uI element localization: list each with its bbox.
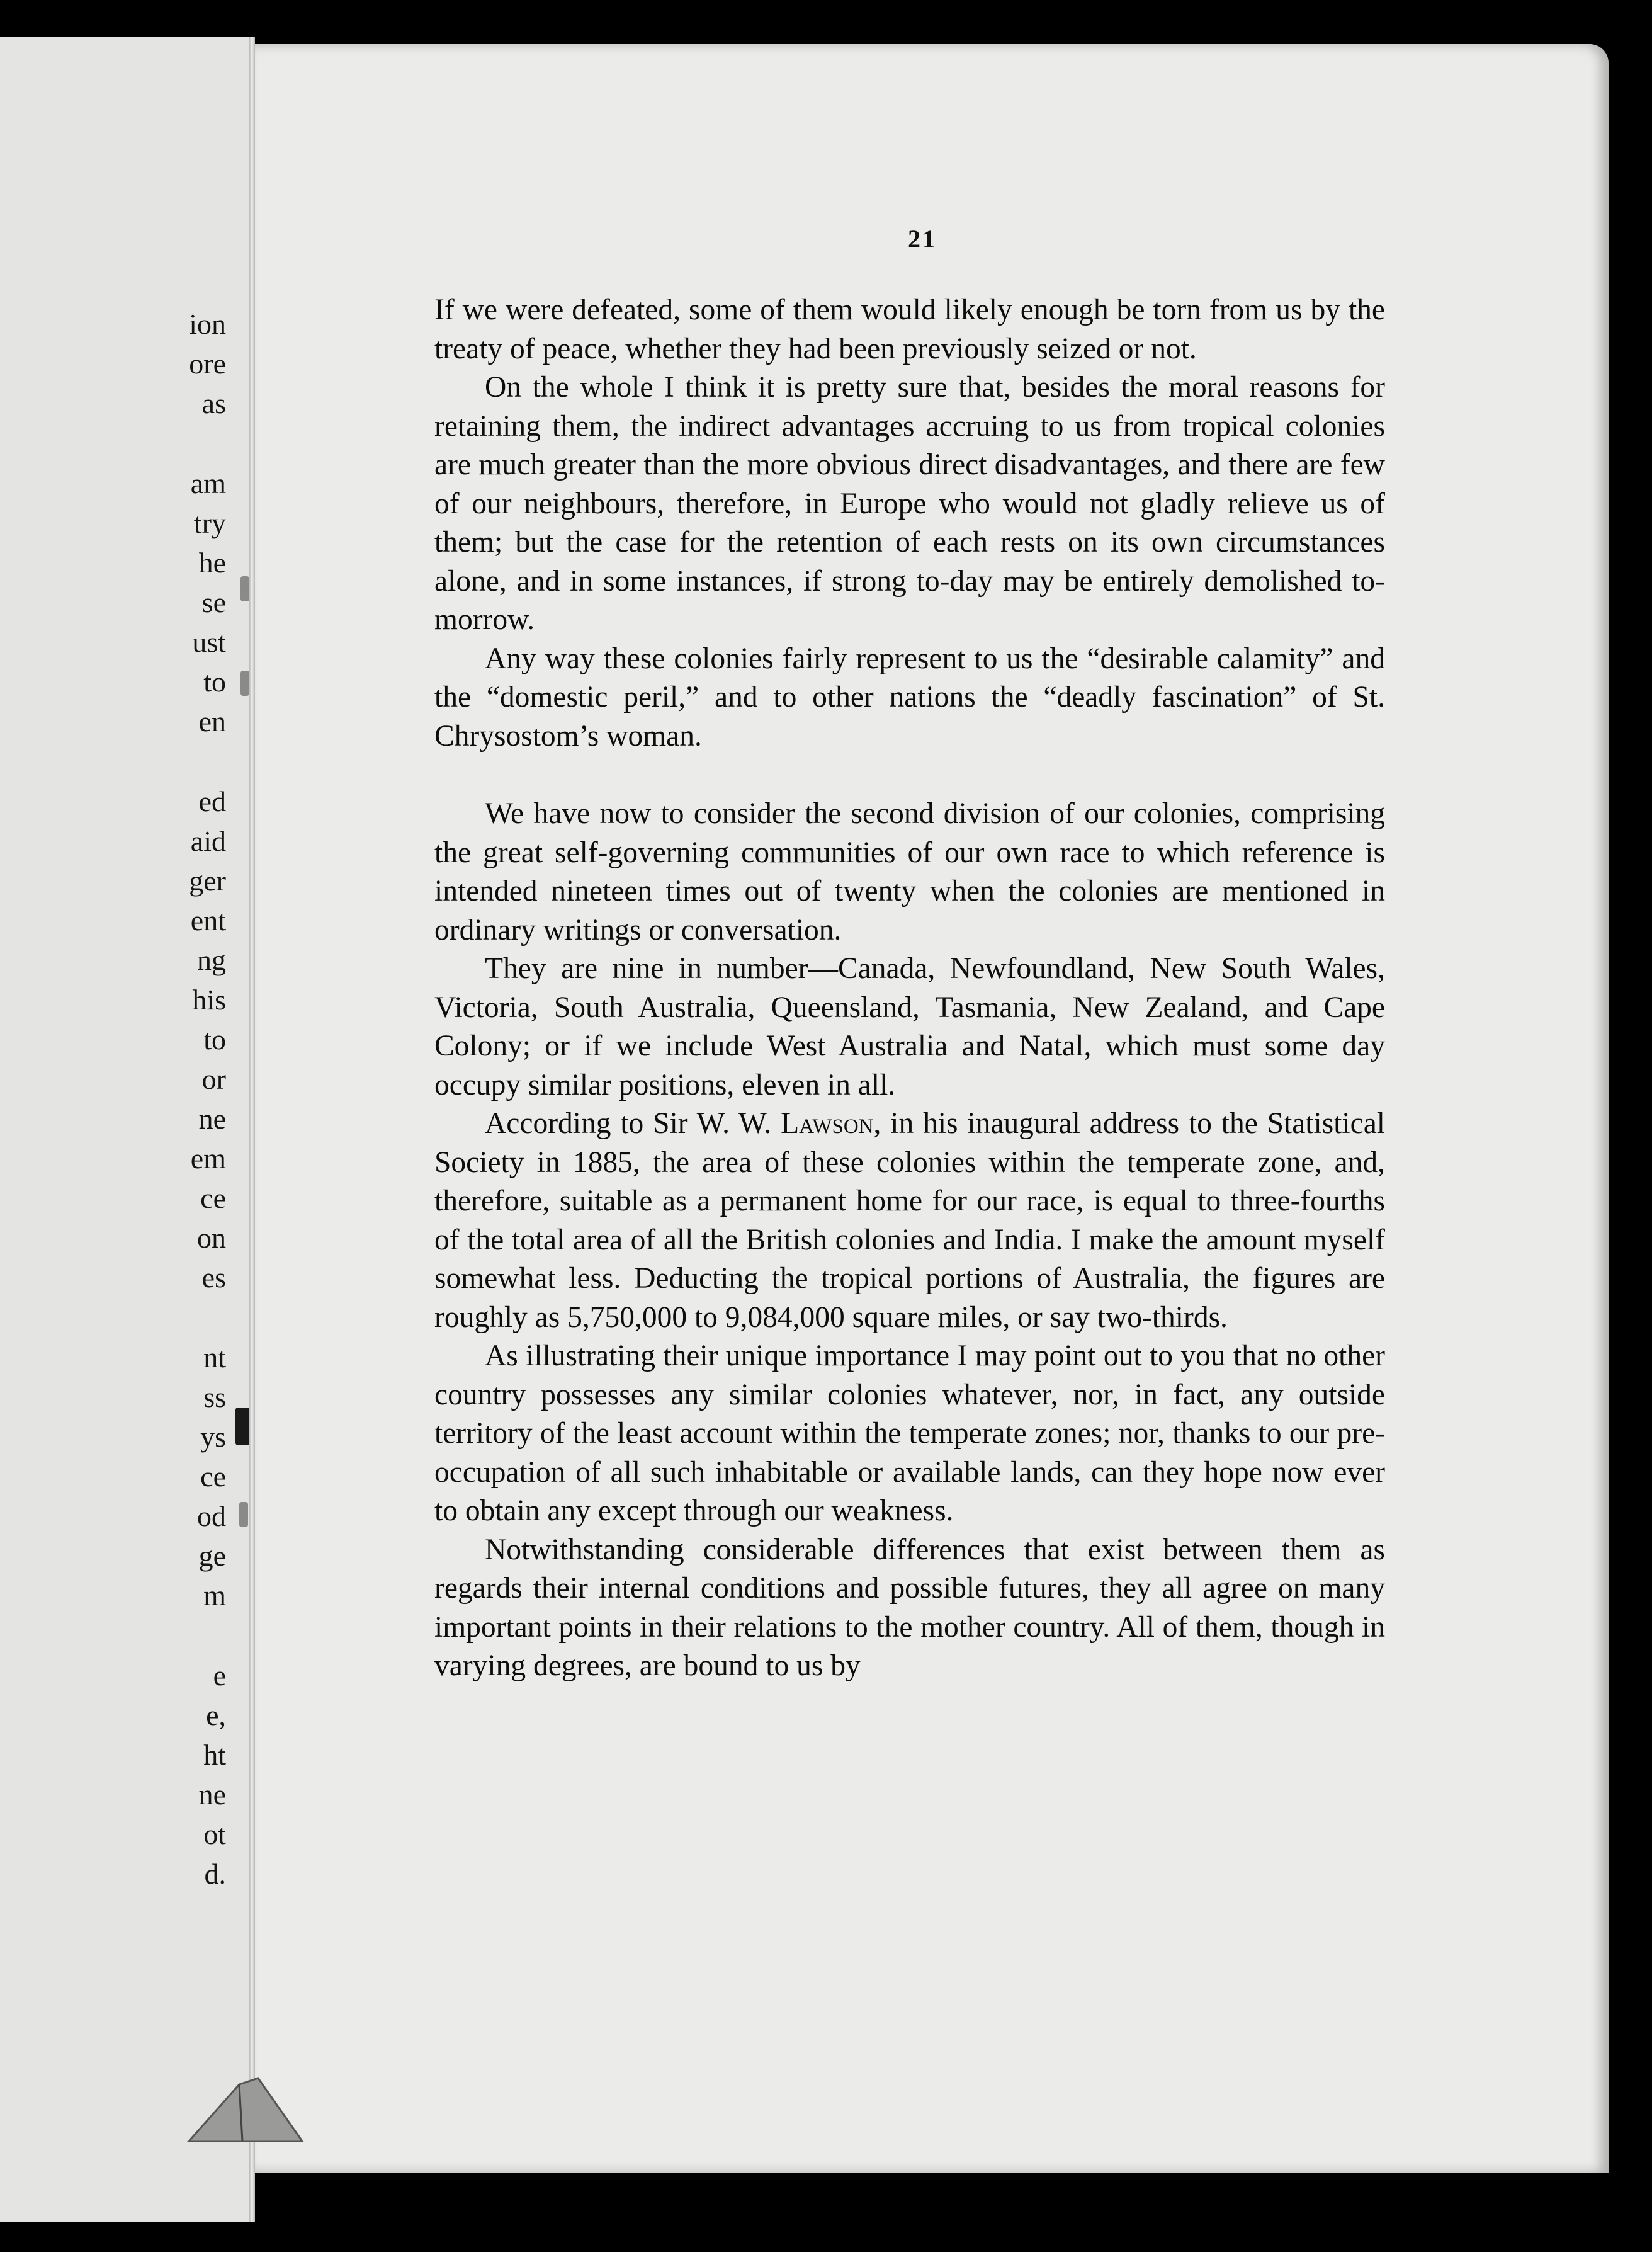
left-fragment: od xyxy=(197,1500,226,1532)
left-fragment: ss xyxy=(203,1381,226,1413)
left-fragment: to xyxy=(203,1023,226,1055)
left-fragment: ys xyxy=(200,1421,226,1453)
left-fragment: ed xyxy=(198,785,226,817)
left-fragment: se xyxy=(201,586,226,618)
left-fragment: ent xyxy=(190,904,226,936)
paragraph: As illustrating their unique importance I may point out to you that no other country possesses any similar colonies whatever, nor, in fact, any outside territory of the least account within the temperate zones; nor, thanks to our pre-occupation of all such inhabitable or available lands, can they hope now ever to obtain any except through our weakness. xyxy=(434,1339,1385,1527)
left-fragment: e, xyxy=(206,1699,226,1731)
paragraph: Any way these colonies fairly represent to us the “desirable calamity” and the “domestic peril,” and to other nations the “deadly fascination” of St. Chrysostom’s woman. xyxy=(434,642,1385,753)
left-fragment: e xyxy=(213,1659,226,1692)
left-fragment: to xyxy=(203,666,226,698)
binding-mark xyxy=(239,1502,248,1527)
left-fragment: ot xyxy=(203,1818,226,1850)
left-fragment: as xyxy=(201,387,226,419)
left-fragment: nt xyxy=(203,1341,226,1373)
text-run: According to Sir W. W. xyxy=(485,1107,781,1140)
left-fragment: ger xyxy=(189,865,226,897)
left-fragment: am xyxy=(190,467,226,499)
paragraph: On the whole I think it is pretty sure that, besides the moral reasons for retaining them, the indirect advantages accruing to us from tropical colonies are much greater than the more obvious direct disadvantages, and there are few of our neighbours, therefore, in Europe who would not gladly relieve us of them; but the case for the retention of each rests on its own circumstances alone, and in some instances, if strong to-day may be entirely demolished to-morrow. xyxy=(434,371,1385,636)
left-fragment: or xyxy=(201,1063,226,1095)
paragraph: Notwithstanding considerable differences that exist between them as regards their internal conditions and possible futures, they all agree on many important points in their relations to the mother country. All of them, though in varying degrees, are bound to us by xyxy=(434,1533,1385,1682)
paragraph: We have now to consider the second division of our colonies, comprising the great self-governing communities of our own race to which reference is intended nineteen times out of twenty when the colonies are mentioned in ordinary writings or conversation. xyxy=(434,797,1385,947)
left-fragment: ce xyxy=(200,1182,226,1214)
binding-mark xyxy=(240,671,249,696)
author-name: Lawson xyxy=(781,1107,874,1140)
binding-mark xyxy=(235,1408,249,1445)
left-fragment: em xyxy=(190,1142,226,1174)
left-fragment: try xyxy=(193,507,226,539)
left-fragment: his xyxy=(192,984,226,1016)
left-fragment: on xyxy=(197,1222,226,1254)
left-fragment: ion xyxy=(189,308,226,340)
page-number: 21 xyxy=(908,225,937,253)
left-fragment: ng xyxy=(197,944,226,976)
left-page-edge xyxy=(0,37,249,2222)
left-fragment: es xyxy=(201,1261,226,1294)
paragraph-lawson xyxy=(434,1105,1385,1337)
left-fragment: ust xyxy=(192,626,226,658)
left-fragment: ne xyxy=(198,1778,226,1811)
left-fragment: ce xyxy=(200,1460,226,1493)
left-fragment: ne xyxy=(198,1103,226,1135)
left-fragment: d. xyxy=(204,1858,226,1890)
binding-corner-clip xyxy=(183,2072,308,2147)
page-body-text xyxy=(434,291,1385,1686)
left-fragment: m xyxy=(203,1579,226,1612)
paragraph: They are nine in number—Canada, Newfoundland, New South Wales, Victoria, South Australia, Queensland, Tasmania, New Zealand, and Cape Colony; or if we include West Australia and Natal, which must some day occupy similar positions, eleven in all. xyxy=(434,952,1385,1101)
text-run: , in his inaugural address to the Statistical Society in 1885, the area of these colonies within the temperate zone, and, therefore, suitable as a permanent home for our race, is equal to three-fourths of the total area of all the British colonies and India. I make the amount myself somewhat less. Deducting the tropical portions of Australia, the figures are roughly as 5,750,000 to 9,084,000 square miles, or say two-thirds. xyxy=(434,1107,1385,1334)
book-gutter xyxy=(249,37,255,2222)
left-fragment: he xyxy=(198,547,226,579)
left-fragment: ge xyxy=(198,1540,226,1572)
left-fragment: ore xyxy=(189,348,226,380)
left-fragment: en xyxy=(198,705,226,737)
left-fragment: aid xyxy=(190,825,226,857)
paragraph: If we were defeated, some of them would likely enough be torn from us by the treaty of peace, whether they had been previously seized or not. xyxy=(434,293,1385,365)
left-fragment: ht xyxy=(203,1739,226,1771)
binding-mark xyxy=(240,576,249,601)
